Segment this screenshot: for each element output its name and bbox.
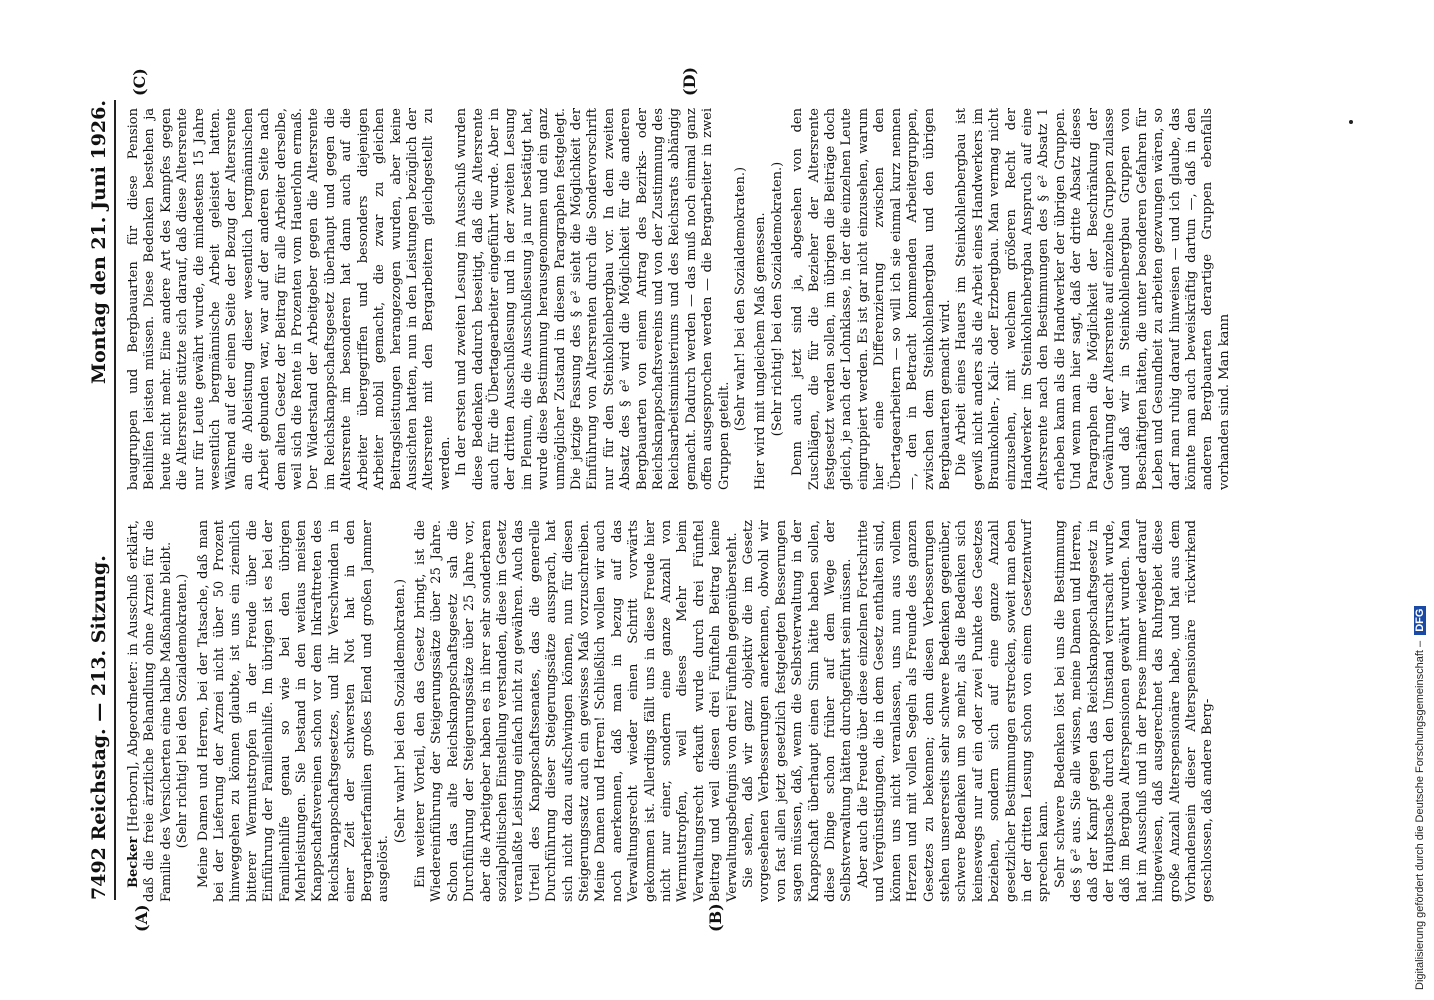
credit-text: Digitalisierung gefördert durch die Deutsche Forschungsgemeinschaft – (1414, 640, 1426, 990)
paragraph: Ein weiterer Vorteil, den das Gesetz bringt, ist die Wiedereinführung der Steigerungssätze über 25 Jahre. Schon das alte Reichsknappschaftsgesetz sah die Durchführung der Steigerungssätze über 25 Jahre vor, aber die Arbeitgeber haben es in ihrer sehr sonderbaren sozialpolitischen Einstellung verstanden, diese im Gesetz veranlaßte Leistung einfach nicht zu gewähren. Auch das Urteil des Knappschaftssenates, das die generelle Durchführung dieser Steigerungssätze aussprach, hat sich nicht dazu aufschwingen können, nun für diesen Steigerungssatz auch ein gewisses Maß vorzuschreiben. Meine Damen und Herren! Schließlich wollen wir auch noch anerkennen, daß man in bezug auf das Verwaltungsrecht wieder einen Schritt vorwärts gekommen ist. Allerdings fällt uns in diese Freude hier nicht nur einer, sondern eine ganze Anzahl von Wermutstropfen, weil dieses Mehr beim Verwaltungsrecht erkauft wurde durch drei Fünftel Beitrag und weil diesen drei Fünfteln Beitrag keine Verwaltungsbefugnis von drei Fünfteln gegenübersteht. (412, 520, 740, 902)
paragraph: Die Arbeit eines Hauers im Steinkohlenbergbau ist gewiß nicht anders als die Arbeit eines Handwerkers im Braunkohlen-, Kali- oder Erzbergbau. Man vermag nicht einzusehen, mit welchem größeren Recht der Handwerker im Steinkohlenbergbau Anspruch auf eine Altersrente nach den Bestimmungen des § e² Absatz 1 erheben kann als die Handwerker der übrigen Gruppen. Und wenn man hier sagt, daß der dritte Absatz dieses Paragraphen die Möglichkeit der Beschränkung der Gewährung der Altersrente auf einzelne Gruppen zulasse und daß wir in Steinkohlenbergbau Gruppen von Beschäftigten hätten, die unter besonderen Gefahren für Leben und Gesundheit zu arbeiten gezwungen wären, so darf man ruhig darauf hinweisen — und ich glaube, das könnte man auch beweiskräftig dartun —, daß in den anderen Bergbauarten derartige Gruppen ebenfalls vorhanden sind. Man kann (954, 108, 1232, 490)
margin-marker-a: (A) (132, 904, 151, 932)
paragraph: Sie sehen, daß wir ganz objektiv die im Gesetz vorgesehenen Verbesserungen anerkennen, obwohl wir von fast allen jetzt gesetzlich festgelegten Besserungen sagen müssen, daß, wenn die Selbstverwaltung in der Knappschaft überhaupt einen Sinn hätte haben sollen, diese Dinge schon früher auf dem Wege der Selbstverwaltung hätten durchgeführt sein müssen. (741, 520, 855, 902)
paragraph (126, 520, 175, 902)
margin-marker-b: (B) (706, 903, 725, 932)
scan-speck (1349, 120, 1353, 124)
paragraph: Aber auch die Freude über diese einzelnen Fortschritte und Vergünstigungen, die in dem Gesetz enthalten sind, können uns nicht veranlassen, uns nun aus vollem Herzen und mit vollen Segeln als Freunde des ganzen Gesetzes zu bekennen; denn diesen Verbesserungen stehen unsererseits sehr schwere Bedenken gegenüber, schwere Bedenken um so mehr, als die Bedenken sich keineswegs nur auf ein oder zwei Punkte des Gesetzes beziehen, sondern sich auf eine ganze Anzahl gesetzlicher Bestimmungen erstrecken, soweit man eben in der dritten Lesung schon von einem Gesetzentwurf sprechen kann. (855, 520, 1052, 902)
right-column (126, 108, 1232, 490)
margin-marker-c: (C) (130, 68, 149, 96)
header-left: 7492 Reichstag. — 213. Sitzung. (88, 555, 110, 900)
paragraph: Sehr schwere Bedenken löst bei uns die Bestimmung des § e² aus. Sie alle wissen, meine Damen und Herren, daß der Kampf gegen das Reichsknappschaftsgesetz in der Hauptsache durch den Umstand verursacht wurde, daß im Bergbau Alterspensionen gewährt wurden. Man hat im Ausschuß und in der Presse immer wieder darauf hingewiesen, daß ausgerechnet das Ruhrgebiet diese große Anzahl Alterspensionäre habe, und hat aus dem Vorhandensein dieser Alterspensionäre rückwirkend geschlossen, daß andere Berg- (1052, 520, 1216, 902)
interjection: (Sehr richtig! bei den Sozialdemokraten.) (769, 161, 785, 437)
margin-marker-d: (D) (680, 66, 699, 96)
left-column (126, 520, 1216, 902)
speaker-name: Becker (126, 836, 141, 888)
digitization-credit (1414, 0, 1432, 990)
dfg-logo: DFG (1414, 606, 1426, 635)
paragraph-text: [Herborn], Abgeordneter: in Ausschuß erklärt, daß die freie ärztliche Behandlung ohne Arznei für die Familie des Versicherten eine halbe Maßnahme bleibt. (126, 520, 174, 902)
interjection: (Sehr richtig! bei den Sozialdemokraten.) (175, 573, 191, 849)
page-header (88, 100, 116, 900)
interjection: (Sehr wahr! bei den Sozialdemokraten.) (733, 166, 749, 432)
interjection: (Sehr wahr! bei den Sozialdemokraten.) (392, 578, 408, 844)
header-right: Montag den 21. Juni 1926. (88, 100, 110, 384)
paragraph: In der ersten und zweiten Lesung im Ausschuß wurden diese Bedenken dadurch beseitigt, daß die Altersrente auch für die Übertagearbeiter eingeführt wurde. Aber in der dritten Ausschußlesung und in der zweiten Lesung im Plenum, die die Ausschußlesung ja nur bestätigt hat, wurde diese Bestimmung herausgenommen und ein ganz unmöglicher Zustand in diesem Paragraphen festgelegt. Die jetzige Fassung des § e² sieht die Möglichkeit der Einführung von Altersrenten durch die Sondervorschrift nur für den Steinkohlenbergbau vor. In dem zweiten Absatz des § e² wird die Möglichkeit für die anderen Bergbauarten von einem Antrag des Bezirks- oder Reichsknappschaftsvereins und von der Zustimmung des Reichsarbeitsministeriums und des Reichsrats abhängig gemacht. Dadurch werden — das muß noch einmal ganz offen ausgesprochen werden — die Bergarbeiter in zwei Gruppen geteilt. (454, 108, 732, 490)
paragraph: Denn auch jetzt sind ja, abgesehen von den Zuschlägen, die für die Bezieher der Altersrente festgesetzt werden sollen, im übrigen die Beiträge doch gleich, je nach der Lohnklasse, in der die einzelnen Leute eingruppiert werden. Es ist gar nicht einzusehen, warum hier eine Differenzierung zwischen den Übertagearbeitern — so will ich sie einmal kurz nennen —, den in Betracht kommenden Arbeitergruppen, zwischen dem Steinkohlenbergbau und den übrigen Bergbauarten gemacht wird. (790, 108, 953, 490)
paragraph: Meine Damen und Herren, bei der Tatsache, daß man bei der Lieferung der Arznei nicht über 50 Prozent hinweggehen zu können glaubte, ist uns ein ziemlich bitterer Wermutstropfen in der Freude über die Einführung der Familienhilfe. Im übrigen ist es bei der Familienhilfe genau so wie bei den übrigen Mehrleistungen. Sie bestand in den weitaus meisten Knappschaftsvereinen schon vor dem Inkrafttreten des Reichsknappschaftsgesetzes, und ihr Verschwinden in einer Zeit der schwersten Not hat in den Bergarbeiterfamilien großes Elend und großen Jammer ausgelöst. (195, 520, 392, 902)
paragraph: baugruppen und Bergbauarten für diese Pension Beihilfen leisten müssen. Diese Bedenken bestehen ja heute nicht mehr. Eine andere Art des Kampfes gegen die Altersrente stützte sich darauf, daß diese Altersrente nur für Leute gewährt wurde, die mindestens 15 Jahre wesentlich bergmännische Arbeit geleistet hatten. Während auf der einen Seite der Bezug der Altersrente an die Ableistung dieser wesentlich bergmännischen Arbeit gebunden war, war auf der anderen Seite nach dem alten Gesetz der Beitrag für alle Arbeiter derselbe, weil sich die Rente in Prozenten vom Hauerlohn ermaß. Der Widerstand der Arbeitgeber gegen die Altersrente im Reichsknappschaftsgesetz überhaupt und gegen die Altersrente im besonderen hat dann auch auf die Arbeiter übergegriffen und besonders diejenigen Arbeiter mobil gemacht, die zwar zu gleichen Beitragsleistungen herangezogen wurden, aber keine Aussichten hatten, nun in den Leistungen bezüglich der Altersrente mit den Bergarbeitern gleichgestellt zu werden. (126, 108, 453, 490)
paragraph: Hier wird mit ungleichem Maß gemessen. (753, 212, 769, 490)
